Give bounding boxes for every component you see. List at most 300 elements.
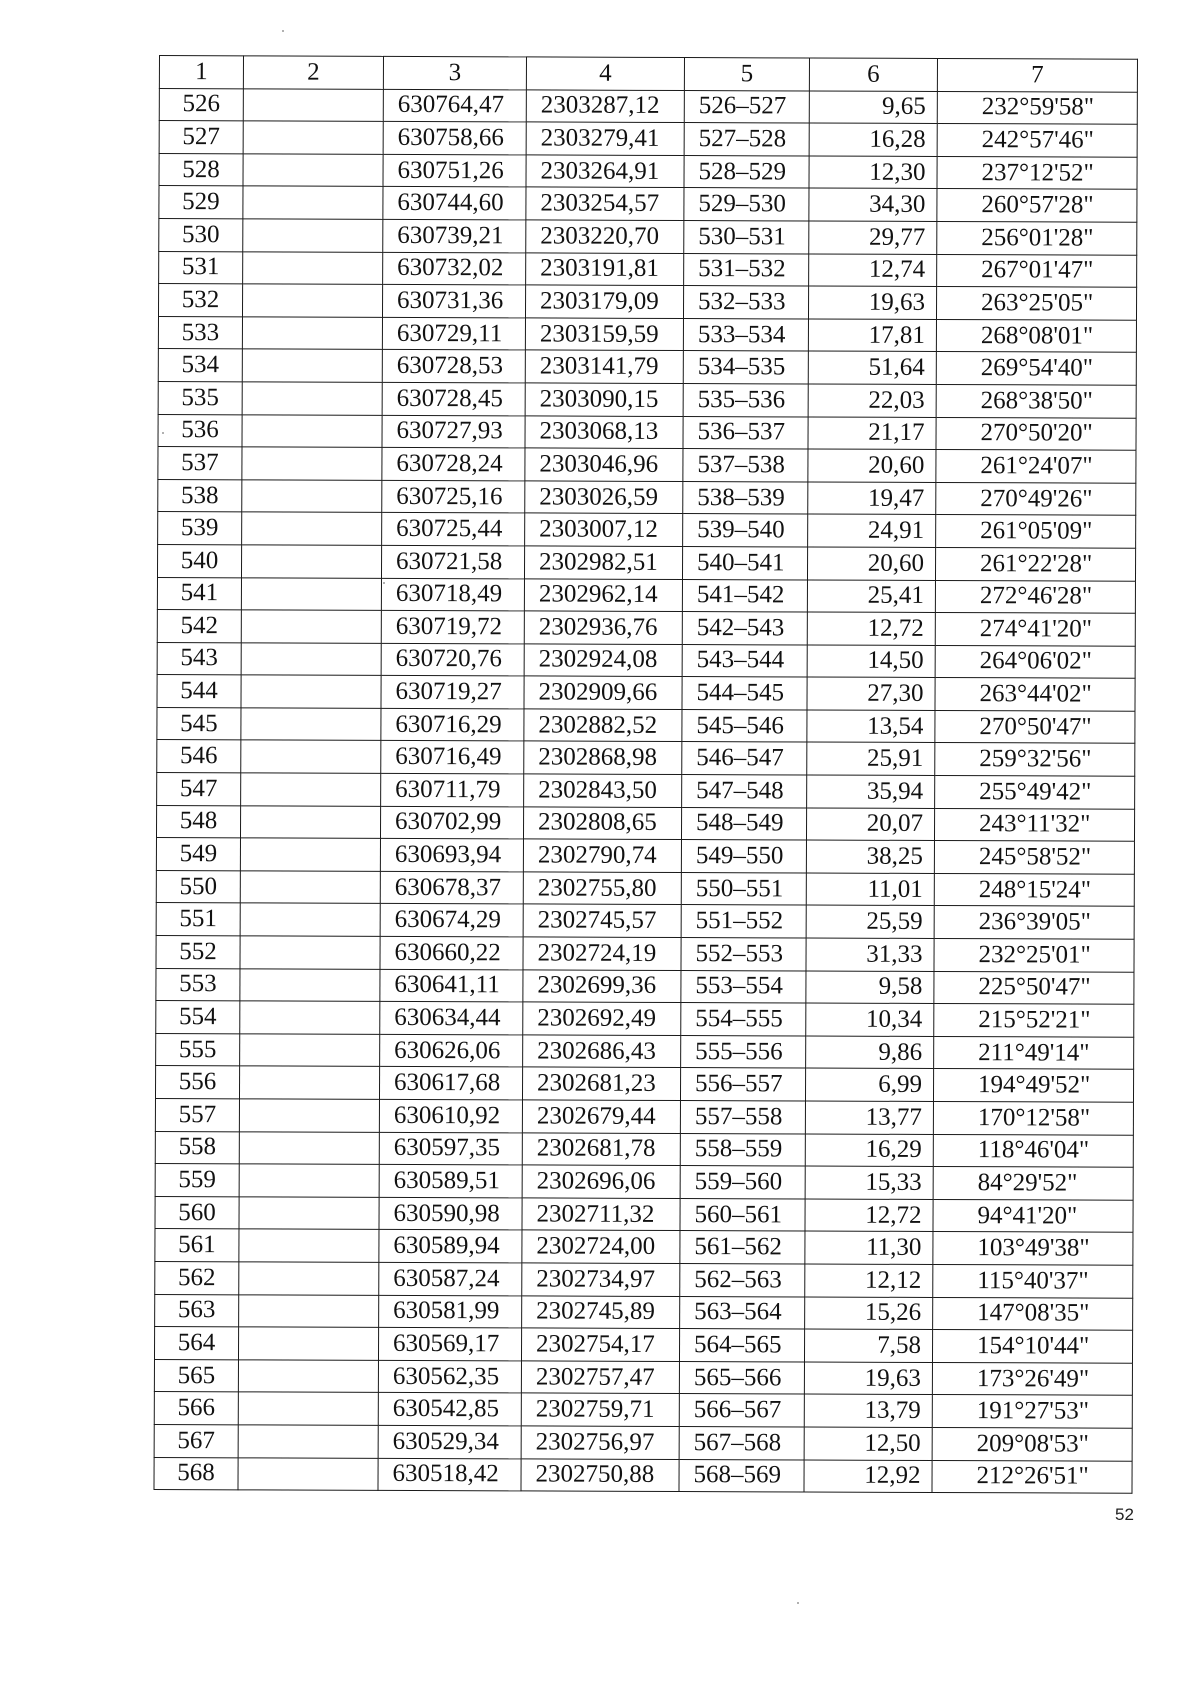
cell-coord-y: 2302924,08 <box>524 644 682 677</box>
cell-point-number: 553 <box>156 968 240 1001</box>
cell-coord-y: 2302882,52 <box>524 709 682 742</box>
cell-distance: 13,54 <box>807 710 935 743</box>
cell-coord-y: 2302843,50 <box>524 774 682 807</box>
cell-segment: 566–567 <box>679 1394 804 1427</box>
cell-coord-x: 630581,99 <box>379 1295 522 1328</box>
cell-bearing: 118°46'04" <box>933 1134 1133 1167</box>
cell-coord-x: 630729,11 <box>382 317 525 350</box>
cell-segment: 561–562 <box>680 1231 805 1264</box>
table-row <box>157 740 1135 776</box>
cell-bearing: 212°26'51" <box>932 1460 1132 1493</box>
table-row <box>159 153 1137 189</box>
cell-coord-x: 630725,44 <box>382 513 525 546</box>
cell-segment: 565–566 <box>679 1361 804 1394</box>
scan-speck <box>282 30 284 32</box>
cell-point-number: 552 <box>156 936 240 969</box>
cell-coord-y: 2302909,66 <box>524 676 682 709</box>
cell-point-name <box>238 1327 378 1360</box>
cell-segment: 546–547 <box>682 742 807 775</box>
cell-distance: 12,12 <box>805 1264 933 1297</box>
cell-coord-y: 2302750,88 <box>521 1458 679 1491</box>
cell-segment: 557–558 <box>680 1101 805 1134</box>
cell-coord-y: 2303287,12 <box>526 90 684 123</box>
cell-coord-x: 630641,11 <box>380 969 523 1002</box>
cell-point-number: 539 <box>158 512 242 545</box>
cell-distance: 7,58 <box>804 1329 932 1362</box>
cell-coord-y: 2302936,76 <box>524 611 682 644</box>
cell-bearing: 191°27'53" <box>932 1395 1132 1428</box>
cell-bearing: 272°46'28" <box>935 580 1135 613</box>
cell-distance: 29,77 <box>809 221 937 254</box>
table-row <box>154 1424 1132 1460</box>
cell-coord-y: 2302754,17 <box>521 1328 679 1361</box>
cell-point-number: 554 <box>156 1001 240 1034</box>
cell-point-number: 535 <box>158 381 242 414</box>
cell-bearing: 209°08'53" <box>932 1427 1132 1460</box>
cell-point-name <box>238 1425 378 1458</box>
cell-coord-x: 630739,21 <box>383 219 526 252</box>
cell-point-number: 529 <box>159 186 243 219</box>
cell-point-name <box>241 708 381 741</box>
cell-distance: 9,58 <box>806 971 934 1004</box>
cell-distance: 6,99 <box>805 1068 933 1101</box>
cell-coord-y: 2303264,91 <box>526 155 684 188</box>
cell-segment: 547–548 <box>682 775 807 808</box>
cell-coord-y: 2303007,12 <box>525 513 683 546</box>
cell-segment: 555–556 <box>681 1035 806 1068</box>
cell-point-number: 541 <box>157 577 241 610</box>
cell-coord-y: 2303068,13 <box>525 415 683 448</box>
column-header: 4 <box>526 57 684 90</box>
cell-point-number: 543 <box>157 642 241 675</box>
cell-bearing: 260°57'28" <box>937 189 1137 222</box>
cell-coord-x: 630590,98 <box>379 1197 522 1230</box>
cell-bearing: 173°26'49" <box>932 1362 1132 1395</box>
cell-segment: 538–539 <box>683 481 808 514</box>
table-row <box>159 251 1137 287</box>
cell-coord-x: 630542,85 <box>378 1393 521 1426</box>
cell-point-name <box>242 414 382 447</box>
cell-coord-x: 630721,58 <box>381 545 524 578</box>
cell-point-name <box>242 447 382 480</box>
cell-bearing: 261°24'07" <box>936 450 1136 483</box>
cell-distance: 9,86 <box>806 1036 934 1069</box>
scan-speck <box>797 1602 799 1604</box>
cell-coord-y: 2302711,32 <box>522 1198 680 1231</box>
cell-distance: 12,72 <box>807 612 935 645</box>
cell-segment: 567–568 <box>679 1426 804 1459</box>
cell-point-number: 547 <box>157 773 241 806</box>
cell-point-number: 565 <box>154 1359 238 1392</box>
cell-point-name <box>241 643 381 676</box>
cell-coord-y: 2302734,97 <box>522 1263 680 1296</box>
cell-coord-x: 630589,94 <box>379 1230 522 1263</box>
cell-coord-y: 2302745,89 <box>522 1295 680 1328</box>
cell-segment: 529–530 <box>684 188 809 221</box>
cell-coord-x: 630597,35 <box>379 1132 522 1165</box>
cell-point-name <box>241 675 381 708</box>
cell-distance: 35,94 <box>807 775 935 808</box>
cell-coord-x: 630518,42 <box>378 1458 521 1491</box>
cell-point-name <box>239 1099 379 1132</box>
cell-distance: 12,30 <box>809 156 937 189</box>
cell-point-number: 531 <box>159 251 243 284</box>
cell-segment: 528–529 <box>684 155 809 188</box>
cell-segment: 539–540 <box>683 514 808 547</box>
table-row <box>156 903 1134 939</box>
cell-coord-y: 2303090,15 <box>525 383 683 416</box>
table-row <box>155 1294 1133 1330</box>
table-row <box>158 284 1136 320</box>
cell-bearing: 268°08'01" <box>936 319 1136 352</box>
cell-coord-x: 630711,79 <box>381 773 524 806</box>
cell-point-number: 567 <box>154 1424 238 1457</box>
table-row <box>155 1261 1133 1297</box>
cell-point-number: 526 <box>159 88 243 121</box>
cell-distance: 20,60 <box>808 449 936 482</box>
cell-bearing: 263°25'05" <box>936 287 1136 320</box>
cell-distance: 27,30 <box>807 677 935 710</box>
cell-bearing: 215°52'21" <box>934 1004 1134 1037</box>
table-row <box>157 707 1135 743</box>
cell-segment: 551–552 <box>681 905 806 938</box>
cell-point-name <box>243 154 383 187</box>
cell-distance: 13,77 <box>805 1101 933 1134</box>
cell-segment: 553–554 <box>681 970 806 1003</box>
cell-bearing: 264°06'02" <box>935 645 1135 678</box>
cell-coord-x: 630728,53 <box>382 350 525 383</box>
cell-coord-x: 630626,06 <box>380 1034 523 1067</box>
cell-segment: 526–527 <box>684 90 809 123</box>
cell-coord-x: 630693,94 <box>380 839 523 872</box>
cell-point-number: 533 <box>158 316 242 349</box>
table-row <box>154 1457 1132 1493</box>
cell-distance: 24,91 <box>808 514 936 547</box>
cell-distance: 25,41 <box>807 579 935 612</box>
cell-coord-x: 630610,92 <box>379 1099 522 1132</box>
cell-point-number: 558 <box>155 1131 239 1164</box>
table-row <box>155 1098 1133 1134</box>
cell-segment: 541–542 <box>682 579 807 612</box>
cell-point-number: 550 <box>156 870 240 903</box>
cell-point-number: 549 <box>156 838 240 871</box>
cell-point-name <box>239 1197 379 1230</box>
cell-segment: 537–538 <box>683 449 808 482</box>
cell-bearing: 211°49'14" <box>934 1036 1134 1069</box>
cell-segment: 533–534 <box>683 318 808 351</box>
column-header: 2 <box>243 56 383 89</box>
cell-distance: 12,92 <box>804 1460 932 1493</box>
cell-coord-y: 2302759,71 <box>521 1393 679 1426</box>
cell-point-name <box>242 349 382 382</box>
cell-distance: 25,59 <box>806 905 934 938</box>
cell-coord-x: 630660,22 <box>380 936 523 969</box>
cell-segment: 548–549 <box>681 807 806 840</box>
cell-point-name <box>238 1457 378 1490</box>
cell-point-number: 566 <box>154 1392 238 1425</box>
cell-coord-y: 2302757,47 <box>521 1361 679 1394</box>
cell-coord-x: 630718,49 <box>381 578 524 611</box>
cell-bearing: 170°12'58" <box>933 1101 1133 1134</box>
cell-bearing: 269°54'40" <box>936 352 1136 385</box>
cell-point-name <box>240 936 380 969</box>
cell-point-number: 527 <box>159 121 243 154</box>
cell-segment: 532–533 <box>683 286 808 319</box>
cell-distance: 31,33 <box>806 938 934 971</box>
cell-coord-x: 630727,93 <box>382 415 525 448</box>
cell-bearing: 261°05'09" <box>936 515 1136 548</box>
cell-segment: 527–528 <box>684 123 809 156</box>
cell-point-number: 560 <box>155 1196 239 1229</box>
cell-bearing: 270°50'47" <box>935 710 1135 743</box>
cell-segment: 545–546 <box>682 709 807 742</box>
cell-coord-x: 630678,37 <box>380 871 523 904</box>
cell-segment: 543–544 <box>682 644 807 677</box>
cell-segment: 562–563 <box>680 1263 805 1296</box>
cell-point-name <box>241 577 381 610</box>
table-row <box>157 642 1135 678</box>
scan-speck <box>383 582 385 584</box>
cell-point-name <box>240 805 380 838</box>
cell-distance: 16,28 <box>809 123 937 156</box>
cell-point-number: 568 <box>154 1457 238 1490</box>
cell-point-number: 536 <box>158 414 242 447</box>
cell-coord-x: 630731,36 <box>382 285 525 318</box>
cell-distance: 14,50 <box>807 645 935 678</box>
cell-distance: 12,50 <box>804 1427 932 1460</box>
cell-distance: 12,74 <box>809 254 937 287</box>
cell-coord-y: 2302745,57 <box>523 904 681 937</box>
cell-coord-y: 2302790,74 <box>523 839 681 872</box>
table-row <box>156 1001 1134 1037</box>
cell-distance: 11,01 <box>806 873 934 906</box>
cell-point-name <box>243 219 383 252</box>
cell-distance: 10,34 <box>806 1003 934 1036</box>
page-number: 52 <box>1115 1505 1134 1524</box>
cell-bearing: 84°29'52" <box>933 1167 1133 1200</box>
cell-coord-y: 2302724,00 <box>522 1230 680 1263</box>
cell-bearing: 194°49'52" <box>933 1069 1133 1102</box>
cell-coord-x: 630732,02 <box>383 252 526 285</box>
cell-bearing: 263°44'02" <box>935 678 1135 711</box>
cell-point-number: 542 <box>157 610 241 643</box>
table-row <box>154 1327 1132 1363</box>
cell-bearing: 270°49'26" <box>936 482 1136 515</box>
table-row <box>158 414 1136 450</box>
cell-coord-x: 630744,60 <box>383 187 526 220</box>
cell-segment: 552–553 <box>681 938 806 971</box>
column-header: 3 <box>383 56 526 89</box>
header-row <box>159 56 1137 92</box>
cell-point-name <box>242 512 382 545</box>
cell-segment: 560–561 <box>680 1198 805 1231</box>
cell-point-number: 530 <box>159 218 243 251</box>
cell-bearing: 261°22'28" <box>935 547 1135 580</box>
cell-coord-y: 2302724,19 <box>523 937 681 970</box>
cell-point-name <box>239 1294 379 1327</box>
cell-coord-x: 630716,49 <box>381 741 524 774</box>
cell-point-name <box>239 1262 379 1295</box>
table-row <box>157 610 1135 646</box>
table-row <box>156 805 1134 841</box>
table-row <box>158 316 1136 352</box>
cell-distance: 22,03 <box>808 384 936 417</box>
cell-bearing: 259°32'56" <box>935 743 1135 776</box>
cell-distance: 38,25 <box>806 840 934 873</box>
cell-coord-y: 2303279,41 <box>526 122 684 155</box>
column-header: 1 <box>159 56 243 89</box>
cell-segment: 564–565 <box>679 1329 804 1362</box>
cell-distance: 34,30 <box>809 188 937 221</box>
cell-bearing: 154°10'44" <box>932 1330 1132 1363</box>
cell-point-name <box>239 1164 379 1197</box>
cell-point-name <box>241 545 381 578</box>
cell-bearing: 237°12'52" <box>937 156 1137 189</box>
table-row <box>158 349 1136 385</box>
cell-coord-x: 630569,17 <box>378 1328 521 1361</box>
cell-distance: 9,65 <box>809 91 937 124</box>
cell-bearing: 270°50'20" <box>936 417 1136 450</box>
cell-coord-x: 630720,76 <box>381 643 524 676</box>
cell-distance: 13,79 <box>804 1394 932 1427</box>
cell-coord-y: 2303159,59 <box>525 318 683 351</box>
cell-coord-x: 630529,34 <box>378 1425 521 1458</box>
table-row <box>157 544 1135 580</box>
cell-point-name <box>241 740 381 773</box>
cell-distance: 19,63 <box>804 1362 932 1395</box>
table-row <box>155 1164 1133 1200</box>
table-row <box>156 1033 1134 1069</box>
cell-coord-y: 2302686,43 <box>523 1035 681 1068</box>
column-header: 7 <box>937 58 1137 91</box>
cell-distance: 20,07 <box>806 808 934 841</box>
cell-point-name <box>242 317 382 350</box>
cell-coord-x: 630725,16 <box>382 480 525 513</box>
cell-distance: 15,33 <box>805 1166 933 1199</box>
table-row <box>155 1196 1133 1232</box>
cell-point-name <box>240 903 380 936</box>
cell-coord-y: 2302679,44 <box>522 1100 680 1133</box>
cell-segment: 556–557 <box>680 1068 805 1101</box>
table-row <box>155 1131 1133 1167</box>
cell-point-name <box>242 382 382 415</box>
cell-point-number: 548 <box>156 805 240 838</box>
cell-coord-y: 2302982,51 <box>524 546 682 579</box>
cell-coord-x: 630589,51 <box>379 1165 522 1198</box>
cell-bearing: 94°41'20" <box>933 1199 1133 1232</box>
cell-point-number: 564 <box>154 1327 238 1360</box>
cell-point-name <box>241 610 381 643</box>
table-row <box>156 936 1134 972</box>
table-row <box>157 773 1135 809</box>
cell-segment: 559–560 <box>680 1166 805 1199</box>
cell-point-number: 532 <box>158 284 242 317</box>
cell-point-name <box>239 1066 379 1099</box>
table-row <box>158 381 1136 417</box>
cell-coord-x: 630728,24 <box>382 447 525 480</box>
cell-point-name <box>238 1360 378 1393</box>
cell-coord-x: 630716,29 <box>381 708 524 741</box>
cell-coord-x: 630758,66 <box>383 122 526 155</box>
cell-coord-x: 630674,29 <box>380 904 523 937</box>
cell-coord-y: 2302755,80 <box>523 872 681 905</box>
cell-point-name <box>242 480 382 513</box>
cell-point-name <box>239 1131 379 1164</box>
cell-bearing: 225°50'47" <box>934 971 1134 1004</box>
cell-bearing: 274°41'20" <box>935 613 1135 646</box>
cell-segment: 550–551 <box>681 872 806 905</box>
table-row <box>157 675 1135 711</box>
cell-point-number: 537 <box>158 447 242 480</box>
cell-bearing: 232°59'58" <box>937 91 1137 124</box>
cell-coord-x: 630719,72 <box>381 610 524 643</box>
cell-point-name <box>243 186 383 219</box>
cell-coord-x: 630728,45 <box>382 382 525 415</box>
cell-point-name <box>240 1001 380 1034</box>
cell-segment: 540–541 <box>682 546 807 579</box>
cell-point-name <box>242 284 382 317</box>
cell-bearing: 232°25'01" <box>934 939 1134 972</box>
column-header: 6 <box>809 58 937 91</box>
cell-point-number: 538 <box>158 479 242 512</box>
table-row <box>156 870 1134 906</box>
cell-coord-y: 2302756,97 <box>521 1426 679 1459</box>
table-row <box>158 512 1136 548</box>
cell-segment: 536–537 <box>683 416 808 449</box>
cell-distance: 19,47 <box>808 482 936 515</box>
cell-coord-y: 2302699,36 <box>523 970 681 1003</box>
cell-coord-x: 630562,35 <box>378 1360 521 1393</box>
cell-point-number: 546 <box>157 740 241 773</box>
table-row <box>157 577 1135 613</box>
cell-point-name <box>241 773 381 806</box>
cell-point-name <box>238 1392 378 1425</box>
cell-point-number: 528 <box>159 153 243 186</box>
cell-segment: 530–531 <box>684 220 809 253</box>
cell-segment: 558–559 <box>680 1133 805 1166</box>
cell-segment: 542–543 <box>682 612 807 645</box>
cell-coord-y: 2303026,59 <box>525 481 683 514</box>
cell-point-name <box>240 1034 380 1067</box>
cell-bearing: 256°01'28" <box>937 221 1137 254</box>
cell-segment: 535–536 <box>683 383 808 416</box>
scan-speck <box>162 432 164 434</box>
cell-point-number: 563 <box>155 1294 239 1327</box>
cell-bearing: 147°08'35" <box>933 1297 1133 1330</box>
cell-point-name <box>243 251 383 284</box>
table-row <box>156 838 1134 874</box>
cell-coord-y: 2302808,65 <box>523 807 681 840</box>
table-row <box>159 186 1137 222</box>
cell-point-number: 561 <box>155 1229 239 1262</box>
cell-point-number: 557 <box>155 1098 239 1131</box>
cell-distance: 25,91 <box>807 742 935 775</box>
cell-distance: 11,30 <box>805 1231 933 1264</box>
cell-bearing: 245°58'52" <box>934 841 1134 874</box>
cell-point-number: 555 <box>156 1033 240 1066</box>
table-row <box>156 968 1134 1004</box>
cell-segment: 554–555 <box>681 1003 806 1036</box>
cell-bearing: 248°15'24" <box>934 873 1134 906</box>
cell-bearing: 268°38'50" <box>936 384 1136 417</box>
cell-bearing: 255°49'42" <box>935 776 1135 809</box>
cell-point-name <box>240 838 380 871</box>
cell-distance: 16,29 <box>805 1134 933 1167</box>
table-row <box>155 1066 1133 1102</box>
cell-coord-x: 630751,26 <box>383 154 526 187</box>
cell-coord-x: 630617,68 <box>379 1067 522 1100</box>
table-row <box>154 1359 1132 1395</box>
